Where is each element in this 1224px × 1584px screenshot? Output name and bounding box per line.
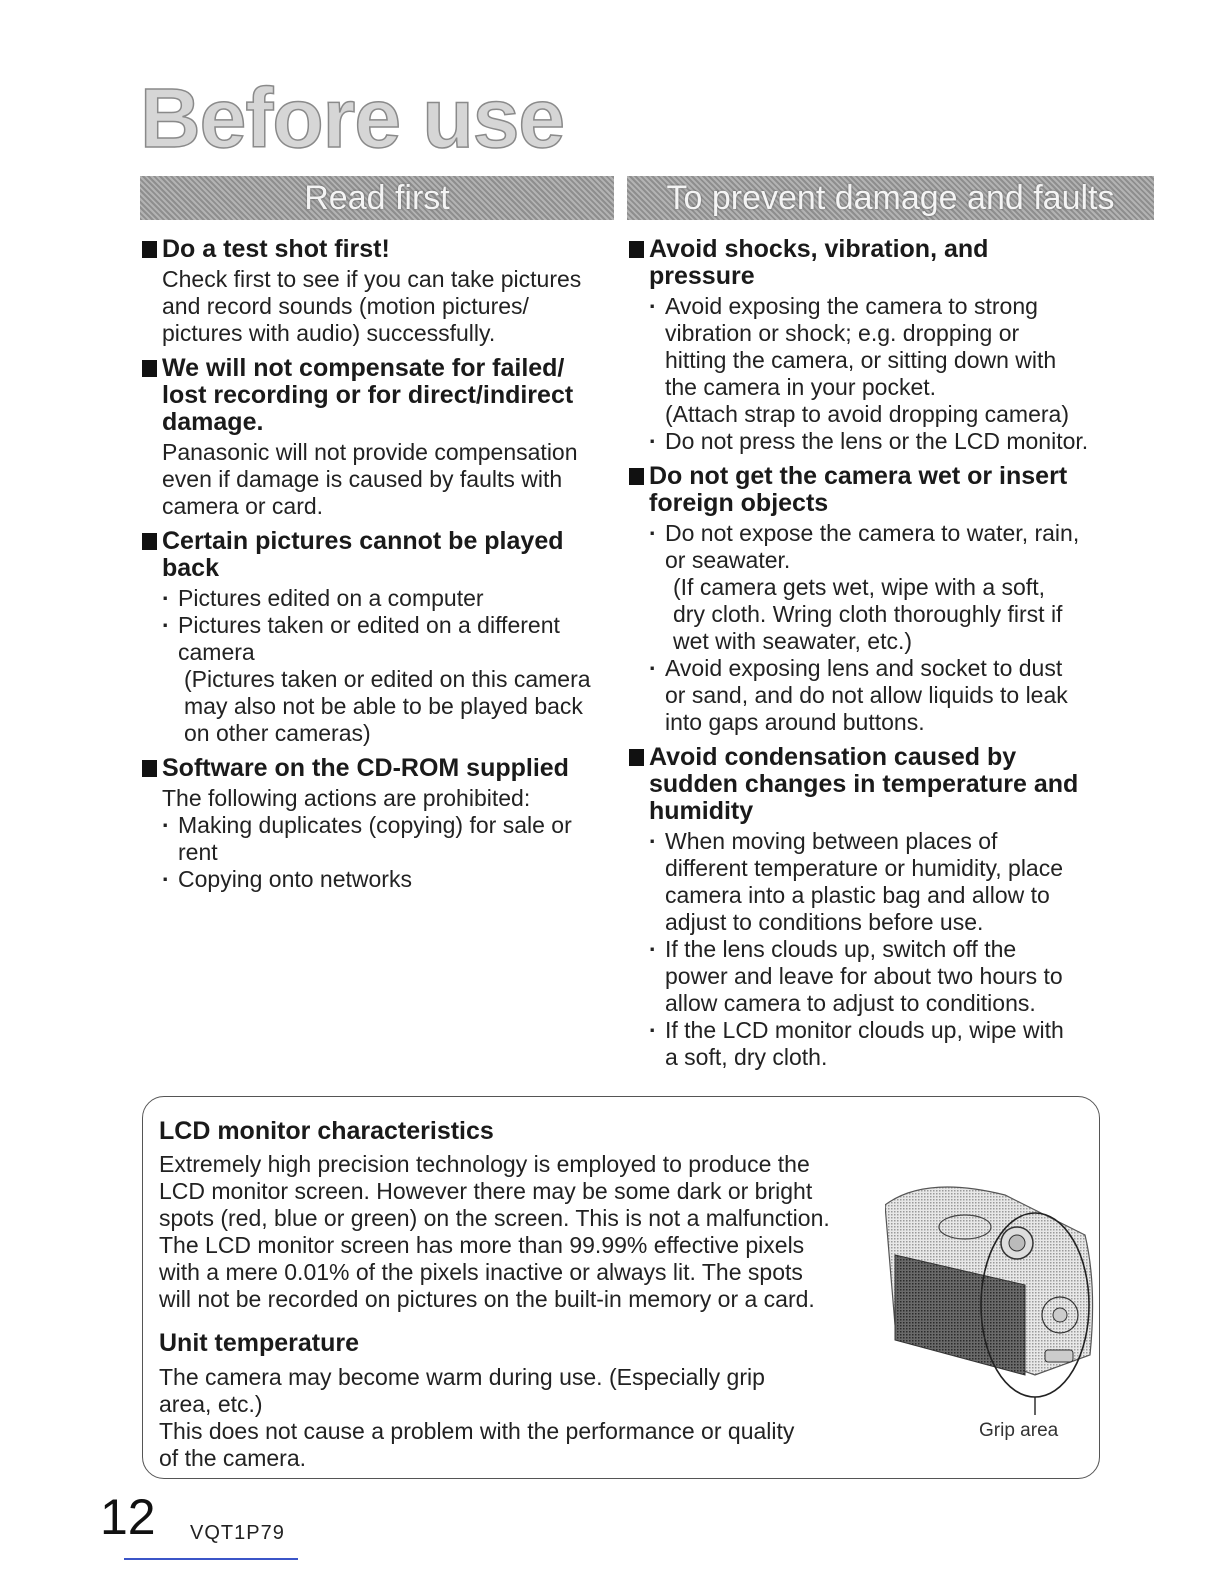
heading-condensation: Avoid condensation caused by sudden changes in temperature and humidity [627, 744, 1107, 825]
list-item: · When moving between places of different temperature or humidity, place camera into a plastic bag and allow to adjust to conditions before use. [627, 828, 1107, 936]
right-column [627, 230, 1107, 1071]
playback-note: (Pictures taken or edited on this camera may also not be able to be played back on other cameras) [184, 666, 591, 746]
list-item: · Do not press the lens or the LCD monitor. [627, 428, 1107, 455]
document-code: VQT1P79 [190, 1522, 285, 1544]
heading-test-shot: Do a test shot first! [140, 236, 620, 263]
list-item: · Do not expose the camera to water, rain, or seawater. [627, 520, 1107, 574]
wet-note: (If camera gets wet, wipe with a soft, dry cloth. Wring cloth thoroughly first if wet with seawater, etc.) [673, 574, 1063, 654]
software-intro: The following actions are prohibited: [162, 785, 531, 811]
info-box [142, 1096, 1100, 1479]
list-item: · Making duplicates (copying) for sale or rent [140, 812, 620, 866]
grip-area-label: Grip area [979, 1420, 1059, 1441]
heading-avoid-shocks: Avoid shocks, vibration, and pressure [627, 236, 1107, 290]
section-bar-read-first: Read first [140, 176, 614, 220]
left-column [140, 230, 620, 893]
lcd-heading: LCD monitor characteristics [159, 1117, 494, 1145]
section-bar-prevent-damage: To prevent damage and faults [627, 176, 1154, 220]
heading-cannot-play-back: Certain pictures cannot be played back [140, 528, 620, 582]
no-compensation-body: Panasonic will not provide compensation even if damage is caused by faults with camera or card. [162, 439, 578, 519]
square-bullet-icon [629, 468, 644, 485]
square-bullet-icon [629, 749, 644, 766]
square-bullet-icon [142, 360, 157, 377]
footer-rule [124, 1558, 298, 1560]
test-shot-body: Check first to see if you can take pictures and record sounds (motion pictures/ pictures with audio) successfully. [162, 266, 582, 346]
page-number: 12 [100, 1489, 156, 1545]
square-bullet-icon [142, 533, 157, 550]
page-title: Before use [140, 71, 565, 165]
heading-software-cdrom: Software on the CD-ROM supplied [140, 755, 620, 782]
list-item: · Copying onto networks [140, 866, 620, 893]
list-item: · Pictures taken or edited on a different camera [140, 612, 620, 666]
square-bullet-icon [142, 241, 157, 258]
list-item: · Avoid exposing the camera to strong vibration or shock; e.g. dropping or hitting the camera, or sitting down with the camera in your pocket. [627, 293, 1107, 401]
heading-no-compensation: We will not compensate for failed/ lost recording or for direct/indirect damage. [140, 355, 620, 436]
camera-grip-illustration [885, 1175, 1097, 1415]
temp-heading: Unit temperature [159, 1329, 360, 1357]
square-bullet-icon [629, 241, 644, 258]
strap-note: (Attach strap to avoid dropping camera) [665, 401, 1069, 427]
list-item: · Avoid exposing lens and socket to dust or sand, and do not allow liquids to leak into gaps around buttons. [627, 655, 1107, 736]
temp-body: The camera may become warm during use. (Especially grip area, etc.) This does not cause a problem with the performance or quality of the camera. [159, 1364, 795, 1471]
list-item: · If the LCD monitor clouds up, wipe with a soft, dry cloth. [627, 1017, 1107, 1071]
square-bullet-icon [142, 760, 157, 777]
heading-wet-foreign-objects: Do not get the camera wet or insert foreign objects [627, 463, 1107, 517]
lcd-body: Extremely high precision technology is employed to produce the LCD monitor screen. However there may be some dark or bright spots (red, blue or green) on the screen. This is not a malfunction. The LCD monitor screen has more than 99.99% effective pixels with a mere 0.01% of the pixels inactive or always lit. The spots will not be recorded on pictures on the built-in memory or a card. [159, 1151, 830, 1312]
list-item: · If the lens clouds up, switch off the power and leave for about two hours to allow camera to adjust to conditions. [627, 936, 1107, 1017]
list-item: · Pictures edited on a computer [140, 585, 620, 612]
